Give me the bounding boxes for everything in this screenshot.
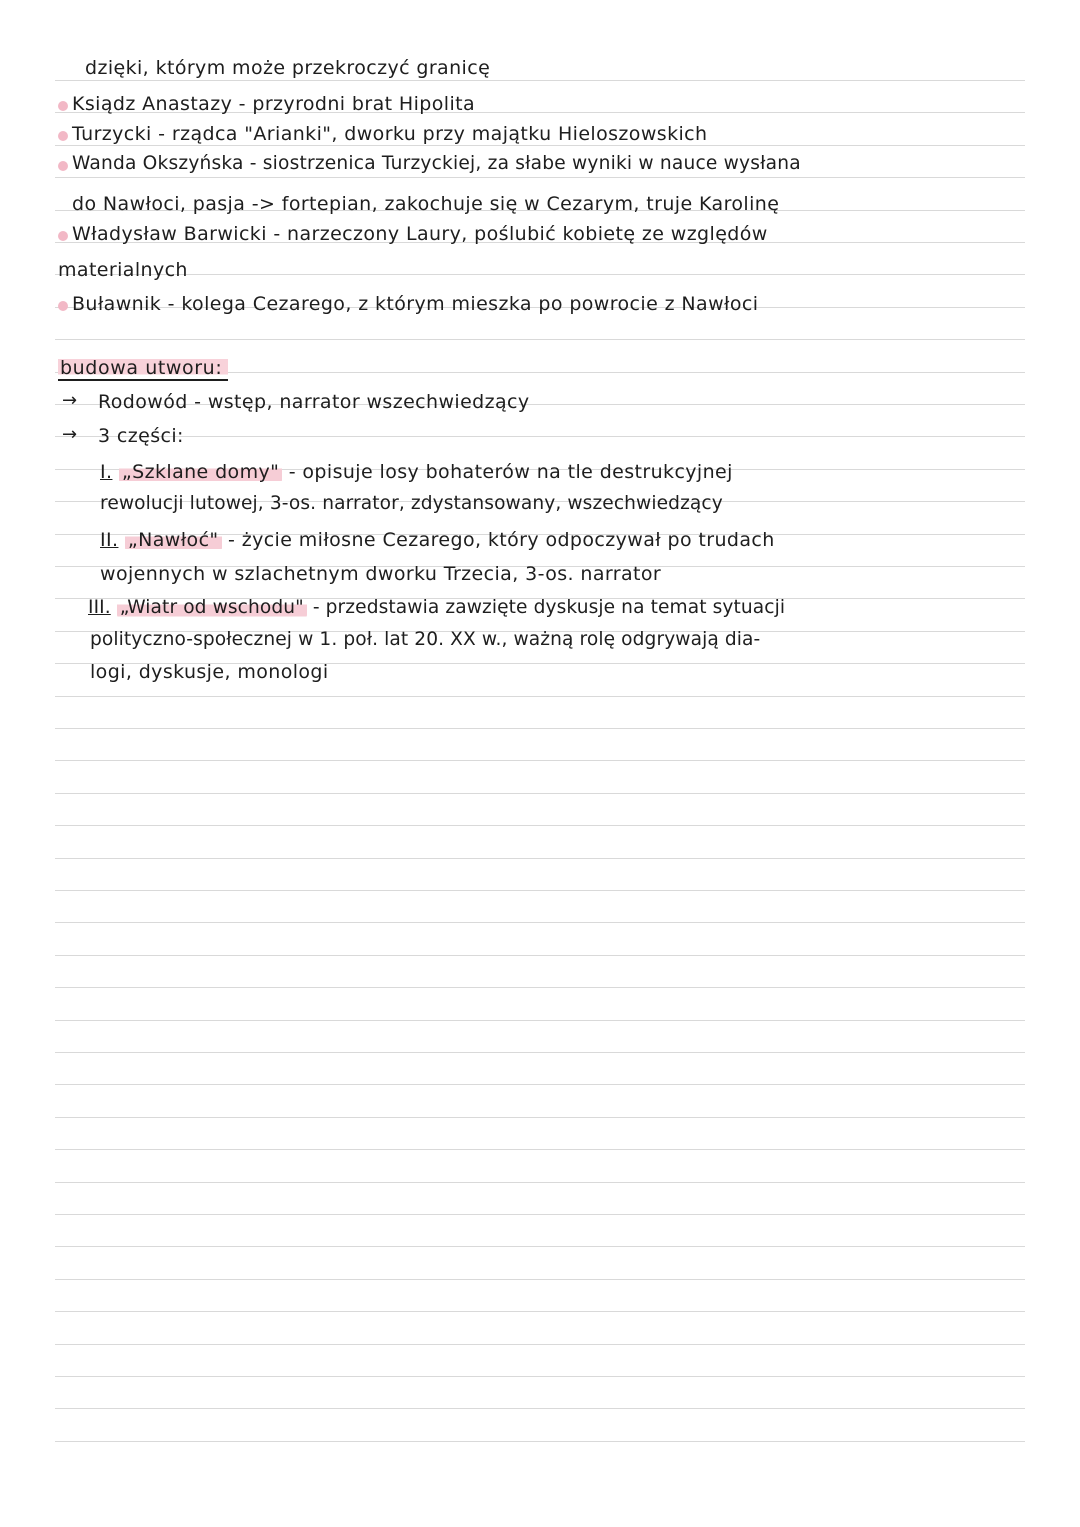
part-description: - życie miłosne Cezarego, który odpoczywał po trudach bbox=[221, 529, 775, 551]
ruled-line bbox=[55, 696, 1025, 697]
ruled-line bbox=[55, 728, 1025, 729]
part-line: polityczno-społecznej w 1. poł. lat 20. XX w., ważną rolę odgrywają dia- bbox=[90, 629, 761, 650]
bullet-icon bbox=[58, 101, 68, 111]
ruled-line bbox=[55, 1182, 1025, 1183]
bullet-icon bbox=[58, 301, 68, 311]
ruled-line bbox=[55, 1441, 1025, 1442]
text-line: Władysław Barwicki - narzeczony Laury, poślubić kobietę ze względów bbox=[72, 223, 768, 245]
part-title: „Szklane domy" bbox=[119, 461, 282, 483]
ruled-line bbox=[55, 1376, 1025, 1377]
ruled-line bbox=[55, 1344, 1025, 1345]
part-title: „Nawłoć" bbox=[125, 529, 222, 551]
ruled-line bbox=[55, 1311, 1025, 1312]
arrow-right-icon: → bbox=[62, 390, 78, 411]
arrow-right-icon: → bbox=[62, 424, 78, 445]
part-numeral: III. bbox=[88, 597, 111, 618]
text-line: materialnych bbox=[58, 259, 188, 281]
ruled-line bbox=[55, 1084, 1025, 1085]
ruled-line bbox=[55, 1117, 1025, 1118]
ruled-line bbox=[55, 858, 1025, 859]
ruled-line bbox=[55, 1408, 1025, 1409]
part-line bbox=[100, 460, 733, 484]
part-numeral: I. bbox=[100, 461, 113, 483]
ruled-line bbox=[55, 760, 1025, 761]
ruled-line bbox=[55, 274, 1025, 275]
structure-item: 3 części: bbox=[98, 425, 184, 447]
part-line: logi, dyskusje, monologi bbox=[90, 661, 329, 683]
bullet-icon bbox=[58, 161, 68, 171]
ruled-line bbox=[55, 177, 1025, 178]
ruled-line bbox=[55, 80, 1025, 81]
text-line: Buławnik - kolega Cezarego, z którym mieszka po powrocie z Nawłoci bbox=[72, 293, 759, 315]
text-line: Wanda Okszyńska - siostrzenica Turzyckiej, za słabe wyniki w nauce wysłana bbox=[72, 153, 801, 174]
text-line: dzięki, którym może przekroczyć granicę bbox=[85, 57, 491, 79]
ruled-line bbox=[55, 825, 1025, 826]
part-title: „Wiatr od wschodu" bbox=[117, 597, 307, 618]
ruled-line bbox=[55, 922, 1025, 923]
ruled-line bbox=[55, 1214, 1025, 1215]
part-line bbox=[88, 596, 785, 620]
bullet-icon bbox=[58, 231, 68, 241]
ruled-line bbox=[55, 955, 1025, 956]
ruled-line bbox=[55, 1279, 1025, 1280]
ruled-line bbox=[55, 987, 1025, 988]
part-numeral: II. bbox=[100, 529, 119, 551]
bullet-icon bbox=[58, 131, 68, 141]
part-line: rewolucji lutowej, 3-os. narrator, zdystansowany, wszechwiedzący bbox=[100, 493, 723, 514]
part-description: - opisuje losy bohaterów na tle destrukcyjnej bbox=[282, 461, 733, 483]
part-line: wojennych w szlachetnym dworku Trzecia, 3-os. narrator bbox=[100, 563, 662, 585]
part-line bbox=[100, 528, 775, 552]
section-heading bbox=[58, 356, 228, 380]
ruled-line bbox=[55, 793, 1025, 794]
text-line: Turzycki - rządca "Arianki", dworku przy majątku Hieloszowskich bbox=[72, 123, 708, 145]
ruled-line bbox=[55, 890, 1025, 891]
part-description: - przedstawia zawzięte dyskusje na temat sytuacji bbox=[306, 597, 786, 618]
ruled-line bbox=[55, 1020, 1025, 1021]
ruled-line bbox=[55, 1149, 1025, 1150]
ruled-line bbox=[55, 436, 1025, 437]
section-heading-text: budowa utworu: bbox=[58, 357, 228, 381]
ruled-line bbox=[55, 1246, 1025, 1247]
text-line: Ksiądz Anastazy - przyrodni brat Hipolita bbox=[72, 93, 476, 115]
text-line: do Nawłoci, pasja -> fortepian, zakochuje się w Cezarym, truje Karolinę bbox=[72, 193, 780, 215]
ruled-line bbox=[55, 339, 1025, 340]
ruled-line bbox=[55, 1052, 1025, 1053]
structure-item: Rodowód - wstęp, narrator wszechwiedzący bbox=[98, 391, 530, 413]
